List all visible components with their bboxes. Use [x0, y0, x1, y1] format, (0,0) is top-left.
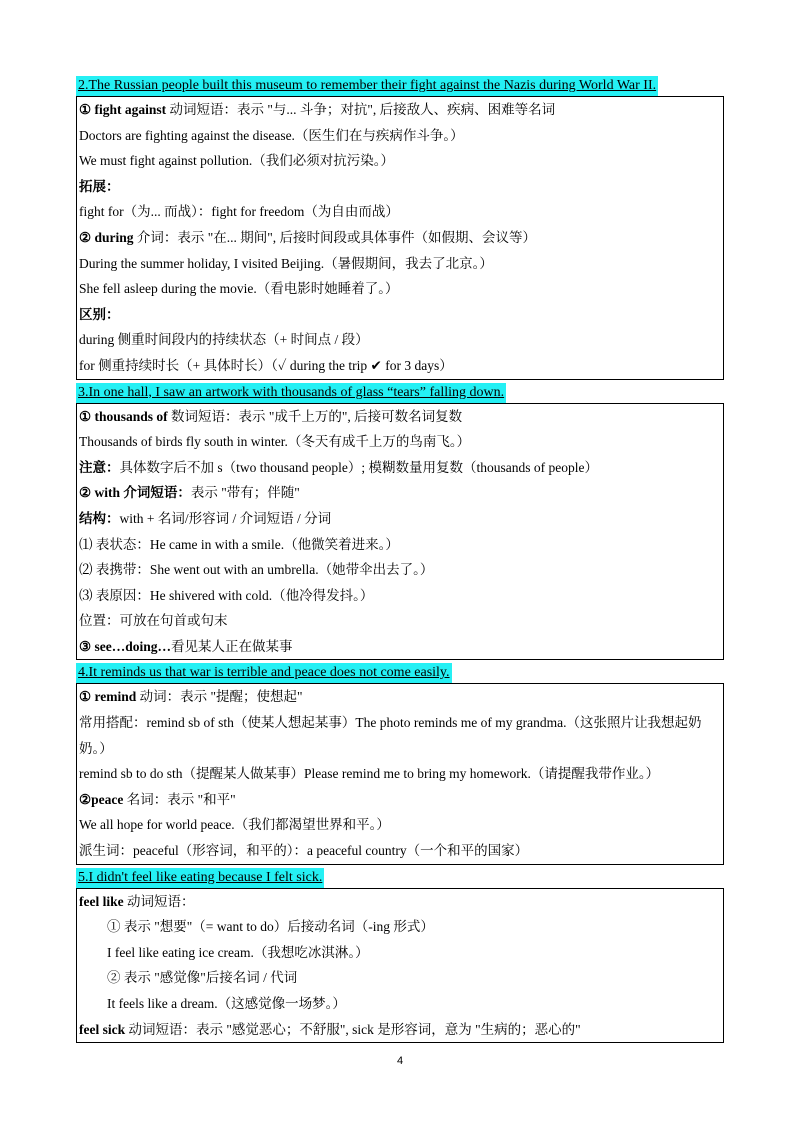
note-line	[79, 123, 721, 149]
note-text: for 侧重持续时长（+ 具体时长）（✓ during the trip ✔ for 3 days）	[79, 357, 453, 373]
page-number: 4	[396, 1055, 404, 1067]
note-keyword: ③ see…doing…	[79, 638, 171, 654]
note-line	[79, 148, 721, 174]
note-text: She fell asleep during the movie.（看电影时她睡着了。）	[79, 281, 399, 297]
section-heading: 2.The Russian people built this museum to remember their fight against the Nazis during World War II.	[76, 76, 658, 96]
note-line	[79, 506, 721, 532]
note-line	[79, 302, 721, 328]
note-keyword: ① fight against	[79, 102, 167, 117]
note-line	[79, 97, 721, 123]
note-keyword: ②peace	[79, 791, 124, 807]
note-text: during 侧重时间段内的持续状态（+ 时间点 / 段）	[79, 332, 369, 348]
note-text: 名词：表示 "和平"	[123, 791, 236, 807]
note-text: 动词：表示 "提醒；使想起"	[136, 689, 303, 705]
note-keyword: feel like	[79, 893, 124, 909]
note-line	[79, 1017, 721, 1043]
note-text: ⑶ 表原因：He shivered with cold.（他冷得发抖。）	[79, 587, 374, 603]
note-line	[79, 225, 721, 251]
note-text: Doctors are fighting against the disease.（医生们在与疾病作斗争。）	[79, 127, 464, 143]
note-text: We all hope for world peace.（我们都渴望世界和平。）	[79, 817, 390, 833]
note-line	[79, 455, 721, 481]
note-line	[79, 429, 721, 455]
note-keyword: 注意：	[79, 459, 120, 475]
note-text: 具体数字后不加 s（two thousand people）; 模糊数量用复数（thousands of people）	[119, 459, 598, 475]
note-text: 动词短语：表示 "与... 斗争；对抗", 后接敌人、疾病、困难等名词	[166, 102, 556, 117]
document-page	[76, 76, 724, 1046]
note-line	[79, 404, 721, 430]
notes-box	[76, 96, 724, 380]
note-keyword: 区别：	[79, 306, 120, 322]
note-line	[79, 684, 721, 710]
note-line	[79, 480, 721, 506]
note-text: 动词短语：	[123, 893, 195, 909]
note-text: fight for（为... 而战）：fight for freedom（为自由而战）	[79, 204, 399, 220]
note-line	[79, 838, 721, 864]
note-text: ⑴ 表状态：He came in with a smile.（他微笑着进来。）	[79, 536, 399, 552]
note-keyword: ① thousands of	[79, 408, 168, 424]
note-text: 动词短语：表示 "感觉恶心；不舒服", sick 是形容词，意为 "生病的；恶心的"	[125, 1021, 581, 1037]
note-line	[79, 710, 721, 761]
note-text: I feel like eating ice cream.（我想吃冰淇淋。）	[107, 944, 369, 960]
note-text: We must fight against pollution.（我们必须对抗污染。）	[79, 153, 395, 169]
note-line	[79, 634, 721, 660]
note-line	[79, 812, 721, 838]
note-text: ② 表示 "感觉像"后接名词 / 代词	[107, 970, 298, 986]
note-line	[79, 532, 721, 558]
notes-box	[76, 888, 724, 1044]
note-line	[79, 276, 721, 302]
note-text: It feels like a dream.（这感觉像一场梦。）	[107, 996, 346, 1011]
note-text: Thousands of birds fly south in winter.（冬天有成千上万的鸟南飞。）	[79, 434, 471, 450]
note-keyword: ② during	[79, 229, 134, 245]
note-keyword: feel sick	[79, 1021, 126, 1037]
note-line	[79, 557, 721, 583]
note-text: 介词：表示 "在... 期间", 后接时间段或具体事件（如假期、会议等）	[133, 229, 537, 245]
notes-box	[76, 683, 724, 864]
note-line	[79, 583, 721, 609]
note-text: 表示 "带有；伴随"	[190, 485, 300, 501]
note-keyword: 结构：	[79, 510, 120, 526]
note-text: 常用搭配：remind sb of sth（使某人想起某事）The photo reminds me of my grandma.（这张照片让我想起奶奶。）	[79, 715, 702, 756]
note-text: ① 表示 "想要"（= want to do）后接动名词（-ing 形式）	[107, 919, 434, 935]
note-line	[79, 251, 721, 277]
note-text: ⑵ 表携带：She went out with an umbrella.（她带伞出去了。）	[79, 562, 434, 578]
note-text: 位置：可放在句首或句末	[79, 613, 228, 629]
note-text: 看见某人正在做某事	[170, 638, 293, 654]
note-line	[79, 353, 721, 379]
note-text: remind sb to do sth（提醒某人做某事）Please remind me to bring my homework.（请提醒我带作业。）	[79, 766, 660, 782]
section-heading: 5.I didn't feel like eating because I felt sick.	[76, 868, 324, 888]
note-text: During the summer holiday, I visited Beijing.（暑假期间，我去了北京。）	[79, 255, 493, 271]
note-line	[79, 761, 721, 787]
note-keyword: ① remind	[79, 689, 137, 705]
note-line	[79, 787, 721, 813]
notes-box	[76, 403, 724, 661]
note-keyword: 拓展：	[79, 178, 120, 194]
note-text: 数词短语：表示 "成千上万的", 后接可数名词复数	[167, 408, 463, 424]
note-text: with + 名词/形容词 / 介词短语 / 分词	[119, 510, 332, 526]
note-line	[79, 991, 721, 1017]
note-line	[79, 327, 721, 353]
note-line	[79, 914, 721, 940]
note-line	[79, 174, 721, 200]
note-keyword: ② with 介词短语：	[79, 485, 191, 501]
note-line	[79, 889, 721, 915]
section-heading: 4.It reminds us that war is terrible and peace does not come easily.	[76, 663, 452, 683]
note-line	[79, 965, 721, 991]
note-line	[79, 608, 721, 634]
note-line	[79, 199, 721, 225]
note-text: 派生词：peaceful（形容词，和平的）：a peaceful country（一个和平的国家）	[79, 843, 529, 859]
note-line	[79, 940, 721, 966]
section-heading: 3.In one hall, I saw an artwork with thousands of glass “tears” falling down.	[76, 383, 506, 403]
